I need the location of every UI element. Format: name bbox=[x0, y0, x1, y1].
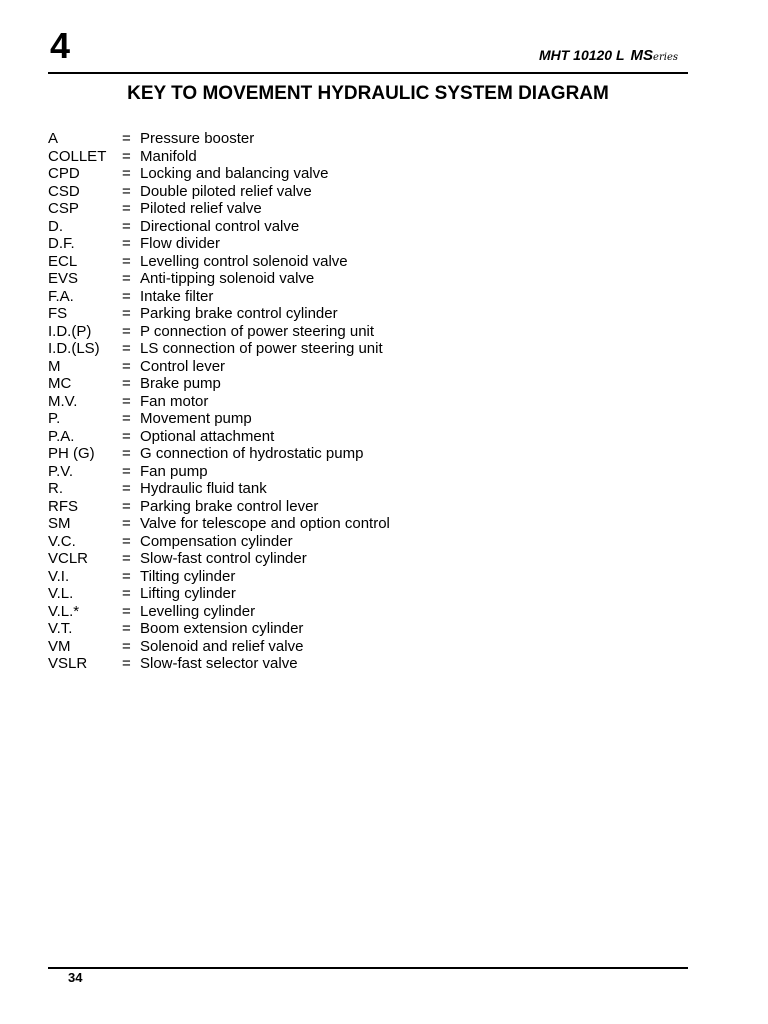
key-description: LS connection of power steering unit bbox=[140, 340, 383, 357]
key-separator: = bbox=[122, 200, 131, 217]
key-separator: = bbox=[122, 165, 131, 182]
key-code: FS bbox=[48, 305, 68, 322]
key-description: Control lever bbox=[140, 357, 226, 375]
key-separator: = bbox=[122, 217, 131, 235]
key-separator: = bbox=[122, 147, 131, 165]
key-separator: = bbox=[122, 567, 131, 585]
key-row bbox=[48, 235, 390, 253]
key-code: VCLR bbox=[48, 550, 89, 567]
key-code: CPD bbox=[48, 165, 80, 182]
key-separator: = bbox=[122, 532, 131, 550]
key-separator: = bbox=[122, 375, 131, 392]
key-description: Slow-fast control cylinder bbox=[140, 550, 307, 567]
key-code: D.F. bbox=[48, 235, 75, 252]
key-code: D. bbox=[48, 217, 63, 235]
key-description: Levelling cylinder bbox=[140, 602, 256, 620]
key-row bbox=[48, 340, 390, 358]
key-row bbox=[48, 515, 390, 533]
key-description: Valve for telescope and option control bbox=[140, 515, 390, 532]
key-description: Flow divider bbox=[140, 235, 221, 252]
key-separator: = bbox=[122, 392, 131, 410]
key-code: SM bbox=[48, 515, 71, 532]
key-code: RFS bbox=[48, 497, 78, 515]
key-description: Anti-tipping solenoid valve bbox=[140, 270, 315, 287]
key-code: V.C. bbox=[48, 532, 76, 550]
key-code: VSLR bbox=[48, 655, 88, 672]
key-row bbox=[48, 445, 390, 463]
key-separator: = bbox=[122, 602, 131, 620]
key-separator: = bbox=[122, 480, 131, 497]
key-separator: = bbox=[122, 410, 131, 427]
key-separator: = bbox=[122, 322, 131, 340]
key-row bbox=[48, 498, 390, 516]
key-separator: = bbox=[122, 427, 131, 445]
key-separator: = bbox=[122, 287, 131, 305]
key-code: I.D.(LS) bbox=[48, 340, 100, 357]
key-description: G connection of hydrostatic pump bbox=[140, 445, 364, 462]
key-code: EVS bbox=[48, 270, 79, 287]
key-separator: = bbox=[122, 620, 131, 637]
key-row bbox=[48, 620, 390, 638]
key-description: Directional control valve bbox=[140, 217, 300, 235]
key-description: Fan motor bbox=[140, 392, 209, 410]
key-separator: = bbox=[122, 252, 131, 270]
key-description: Pressure booster bbox=[140, 130, 255, 147]
key-row bbox=[48, 585, 390, 603]
key-code: PH (G) bbox=[48, 445, 95, 462]
key-code: V.L.* bbox=[48, 602, 80, 620]
series-logo-initial: MS bbox=[630, 47, 654, 64]
key-code: P.V. bbox=[48, 462, 74, 480]
key-description: Solenoid and relief valve bbox=[140, 637, 304, 655]
key-row bbox=[48, 148, 390, 166]
key-description: Brake pump bbox=[140, 375, 221, 392]
key-code: M bbox=[48, 357, 61, 375]
key-separator: = bbox=[122, 130, 131, 147]
key-list bbox=[48, 130, 390, 673]
key-row bbox=[48, 393, 390, 411]
key-code: V.T. bbox=[48, 620, 73, 637]
model-name: MHT 10120 L bbox=[538, 47, 625, 63]
key-row bbox=[48, 323, 390, 341]
key-description: Boom extension cylinder bbox=[140, 620, 304, 637]
page-title: KEY TO MOVEMENT HYDRAULIC SYSTEM DIAGRAM bbox=[127, 83, 609, 104]
key-description: Manifold bbox=[140, 147, 197, 165]
key-description: Movement pump bbox=[140, 410, 252, 427]
key-row bbox=[48, 638, 390, 656]
page-number: 34 bbox=[68, 970, 83, 985]
key-separator: = bbox=[122, 305, 131, 322]
key-description: Fan pump bbox=[140, 462, 208, 480]
key-description: Locking and balancing valve bbox=[140, 165, 329, 182]
key-row bbox=[48, 288, 390, 306]
key-separator: = bbox=[122, 515, 131, 532]
key-code: A bbox=[48, 130, 59, 147]
key-description: Piloted relief valve bbox=[140, 200, 262, 217]
key-code: F.A. bbox=[48, 287, 74, 305]
key-code: CSP bbox=[48, 200, 79, 217]
key-separator: = bbox=[122, 182, 131, 200]
key-row bbox=[48, 463, 390, 481]
key-row bbox=[48, 183, 390, 201]
key-code: R. bbox=[48, 480, 63, 497]
key-description: Optional attachment bbox=[140, 427, 275, 445]
key-row bbox=[48, 165, 390, 183]
key-separator: = bbox=[122, 637, 131, 655]
key-code: V.I. bbox=[48, 567, 70, 585]
key-separator: = bbox=[122, 655, 131, 672]
key-code: VM bbox=[48, 637, 71, 655]
key-description: Parking brake control lever bbox=[140, 497, 319, 515]
model-header bbox=[539, 46, 678, 67]
key-row bbox=[48, 375, 390, 393]
key-description: Lifting cylinder bbox=[140, 585, 236, 602]
key-code: V.L. bbox=[48, 585, 74, 602]
series-logo-rest: eries bbox=[653, 52, 678, 63]
key-row bbox=[48, 218, 390, 236]
key-code: P.A. bbox=[48, 427, 75, 445]
key-row bbox=[48, 568, 390, 586]
key-description: Compensation cylinder bbox=[140, 532, 293, 550]
key-description: Tilting cylinder bbox=[140, 567, 236, 585]
key-code: MC bbox=[48, 375, 72, 392]
key-row bbox=[48, 130, 390, 148]
key-row bbox=[48, 270, 390, 288]
key-separator: = bbox=[122, 235, 131, 252]
key-description: P connection of power steering unit bbox=[140, 322, 375, 340]
key-row bbox=[48, 603, 390, 621]
key-row bbox=[48, 410, 390, 428]
key-code: M.V. bbox=[48, 392, 78, 410]
key-row bbox=[48, 200, 390, 218]
key-separator: = bbox=[122, 550, 131, 567]
key-row bbox=[48, 480, 390, 498]
key-row bbox=[48, 655, 390, 673]
key-code: CSD bbox=[48, 182, 80, 200]
key-description: Intake filter bbox=[140, 287, 214, 305]
key-row bbox=[48, 305, 390, 323]
key-separator: = bbox=[122, 270, 131, 287]
key-separator: = bbox=[122, 462, 131, 480]
key-separator: = bbox=[122, 497, 131, 515]
key-separator: = bbox=[122, 340, 131, 357]
key-description: Parking brake control cylinder bbox=[140, 305, 338, 322]
key-row bbox=[48, 550, 390, 568]
key-description: Slow-fast selector valve bbox=[140, 655, 298, 672]
key-separator: = bbox=[122, 585, 131, 602]
key-description: Double piloted relief valve bbox=[140, 182, 312, 200]
key-separator: = bbox=[122, 357, 131, 375]
key-row bbox=[48, 358, 390, 376]
key-description: Levelling control solenoid valve bbox=[140, 252, 348, 270]
key-row bbox=[48, 253, 390, 271]
footer-rule bbox=[48, 967, 688, 969]
key-separator: = bbox=[122, 445, 131, 462]
key-row bbox=[48, 428, 390, 446]
chapter-number: 4 bbox=[50, 25, 71, 66]
key-code: ECL bbox=[48, 252, 78, 270]
key-code: I.D.(P) bbox=[48, 322, 92, 340]
header-rule bbox=[48, 72, 688, 74]
key-description: Hydraulic fluid tank bbox=[140, 480, 267, 497]
key-code: P. bbox=[48, 410, 61, 427]
key-row bbox=[48, 533, 390, 551]
key-code: COLLET bbox=[48, 147, 107, 165]
